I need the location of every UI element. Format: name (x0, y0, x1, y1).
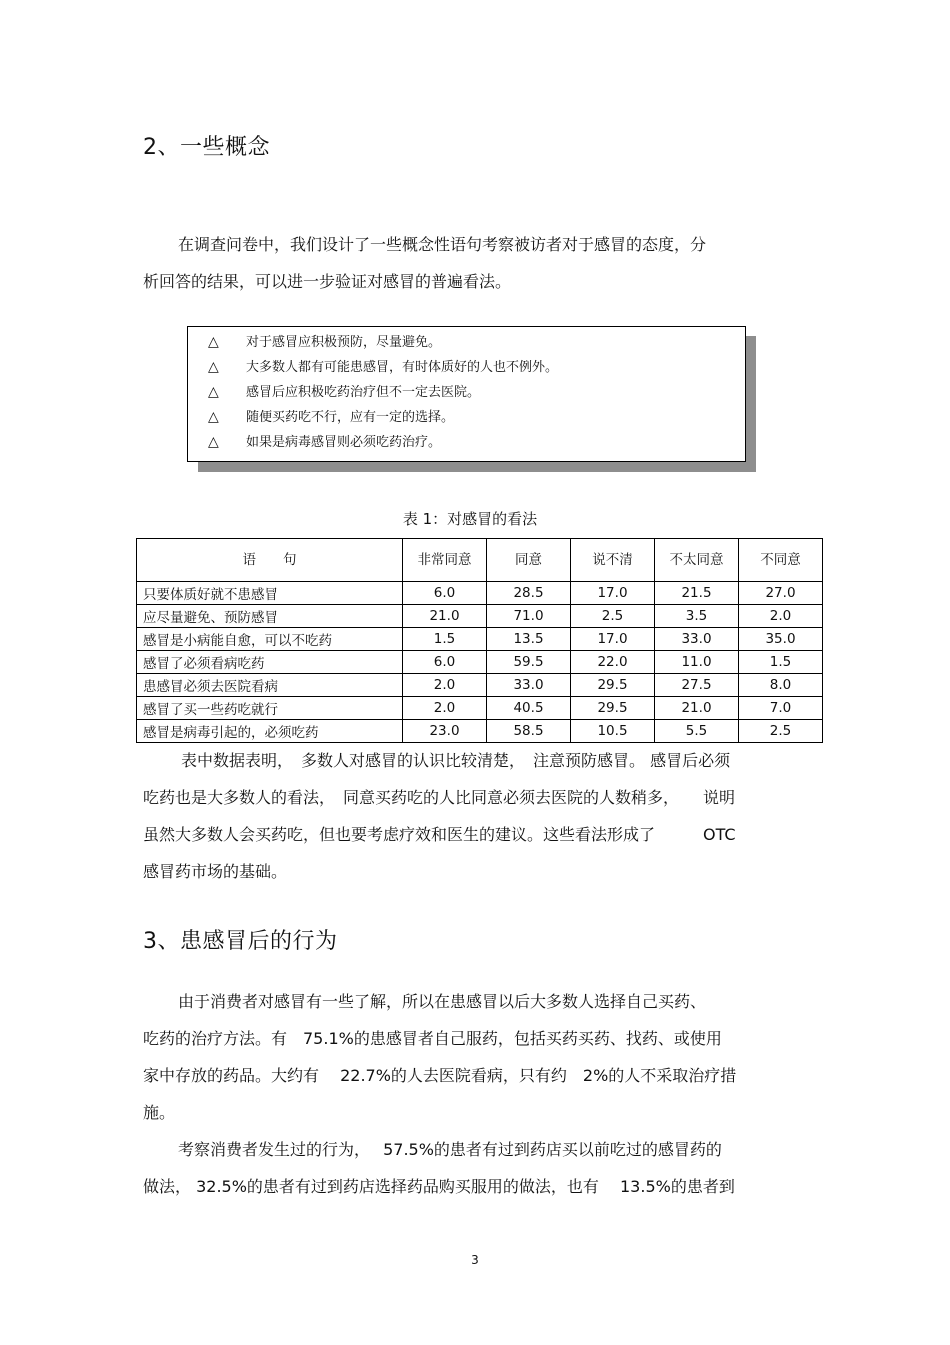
cell-value: 8.0 (739, 674, 823, 697)
behavior-line: 家中存放的药品。大约有 22.7%的人去医院看病，只有约 2%的人不采取治疗措 (143, 1066, 737, 1085)
cell-value: 71.0 (487, 605, 571, 628)
triangle-icon: △ (208, 334, 219, 350)
header-agree: 同意 (487, 539, 571, 582)
cell-value: 17.0 (571, 628, 655, 651)
cell-value: 27.5 (655, 674, 739, 697)
analysis-line-3: 虽然大多数人会买药吃，但也要考虑疗效和医生的建议。这些看法形成了 OTC (143, 825, 736, 844)
table-row (137, 651, 823, 674)
cell-value: 3.5 (655, 605, 739, 628)
cell-value: 1.5 (739, 651, 823, 674)
survey-table (136, 538, 823, 743)
cell-value: 33.0 (487, 674, 571, 697)
row-statement: 感冒是小病能自愈，可以不吃药 (137, 628, 403, 651)
analysis-paragraph (143, 742, 823, 890)
cell-value: 17.0 (571, 582, 655, 605)
cell-value: 2.0 (403, 674, 487, 697)
behavior-line: 由于消费者对感冒有一些了解，所以在患感冒以后大多数人选择自己买药、 (178, 992, 707, 1011)
row-statement: 应尽量避免、预防感冒 (137, 605, 403, 628)
header-disagree: 不同意 (739, 539, 823, 582)
cell-value: 29.5 (571, 674, 655, 697)
analysis-line-4: 感冒药市场的基础。 (143, 862, 288, 881)
intro-line-2: 析回答的结果，可以进一步验证对感冒的普遍看法。 (143, 272, 512, 291)
cell-value: 21.0 (655, 697, 739, 720)
cell-value: 13.5 (487, 628, 571, 651)
row-statement: 患感冒必须去医院看病 (137, 674, 403, 697)
behavior-line: 施。 (143, 1103, 176, 1122)
table-row (137, 674, 823, 697)
concept-item: △ 如果是病毒感冒则必须吃药治疗。 (208, 430, 441, 455)
table-row (137, 697, 823, 720)
cell-value: 5.5 (655, 720, 739, 743)
concept-item: △ 感冒后应积极吃药治疗但不一定去医院。 (208, 380, 480, 405)
cell-value: 29.5 (571, 697, 655, 720)
concept-item: △ 大多数人都有可能患感冒，有时体质好的人也不例外。 (208, 355, 558, 380)
cell-value: 2.5 (739, 720, 823, 743)
header-somewhat-disagree: 不太同意 (655, 539, 739, 582)
cell-value: 23.0 (403, 720, 487, 743)
intro-paragraph (143, 226, 813, 300)
analysis-line-2: 吃药也是大多数人的看法， 同意买药吃的人比同意必须去医院的人数稍多， 说明 (143, 788, 736, 807)
table-row (137, 720, 823, 743)
behavior-paragraph-2 (143, 1131, 823, 1205)
row-statement: 感冒了必须看病吃药 (137, 651, 403, 674)
cell-value: 2.0 (403, 697, 487, 720)
cell-value: 11.0 (655, 651, 739, 674)
cell-value: 40.5 (487, 697, 571, 720)
cell-value: 1.5 (403, 628, 487, 651)
behavior-paragraph-1 (143, 983, 823, 1131)
cell-value: 58.5 (487, 720, 571, 743)
row-statement: 只要体质好就不患感冒 (137, 582, 403, 605)
cell-value: 2.5 (571, 605, 655, 628)
behavior-line: 考察消费者发生过的行为， 57.5%的患者有过到药店买以前吃过的感冒药的 (178, 1140, 722, 1159)
concept-item: △ 随便买药吃不行，应有一定的选择。 (208, 405, 454, 430)
section-3-heading: 3、患感冒后的行为 (143, 929, 338, 954)
section-2-heading: 2、一些概念 (143, 135, 270, 160)
triangle-icon: △ (208, 409, 219, 425)
concept-box (187, 326, 746, 462)
triangle-icon: △ (208, 359, 219, 375)
table-header-row (137, 539, 823, 582)
cell-value: 35.0 (739, 628, 823, 651)
header-statement: 语 句 (137, 539, 403, 582)
row-statement: 感冒了买一些药吃就行 (137, 697, 403, 720)
header-strongly-agree: 非常同意 (403, 539, 487, 582)
header-unsure: 说不清 (571, 539, 655, 582)
cell-value: 22.0 (571, 651, 655, 674)
table-row (137, 605, 823, 628)
cell-value: 7.0 (739, 697, 823, 720)
cell-value: 21.5 (655, 582, 739, 605)
cell-value: 10.5 (571, 720, 655, 743)
intro-line-1: 在调查问卷中，我们设计了一些概念性语句考察被访者对于感冒的态度，分 (178, 235, 707, 254)
cell-value: 27.0 (739, 582, 823, 605)
table-caption: 表 1：对感冒的看法 (402, 510, 538, 528)
triangle-icon: △ (208, 434, 219, 450)
cell-value: 28.5 (487, 582, 571, 605)
behavior-line: 吃药的治疗方法。有 75.1%的患感冒者自己服药，包括买药买药、找药、或使用 (143, 1029, 722, 1048)
row-statement: 感冒是病毒引起的，必须吃药 (137, 720, 403, 743)
table-row (137, 628, 823, 651)
cell-value: 6.0 (403, 582, 487, 605)
triangle-icon: △ (208, 384, 219, 400)
cell-value: 33.0 (655, 628, 739, 651)
cell-value: 21.0 (403, 605, 487, 628)
behavior-line: 做法， 32.5%的患者有过到药店选择药品购买服用的做法，也有 13.5%的患者到 (143, 1177, 735, 1196)
cell-value: 6.0 (403, 651, 487, 674)
cell-value: 59.5 (487, 651, 571, 674)
page-number: 3 (471, 1253, 479, 1267)
concept-item: △ 对于感冒应积极预防，尽量避免。 (208, 330, 441, 355)
analysis-line-1: 表中数据表明， 多数人对感冒的认识比较清楚， 注意预防感冒。 感冒后必须 (181, 751, 731, 770)
cell-value: 2.0 (739, 605, 823, 628)
table-row (137, 582, 823, 605)
